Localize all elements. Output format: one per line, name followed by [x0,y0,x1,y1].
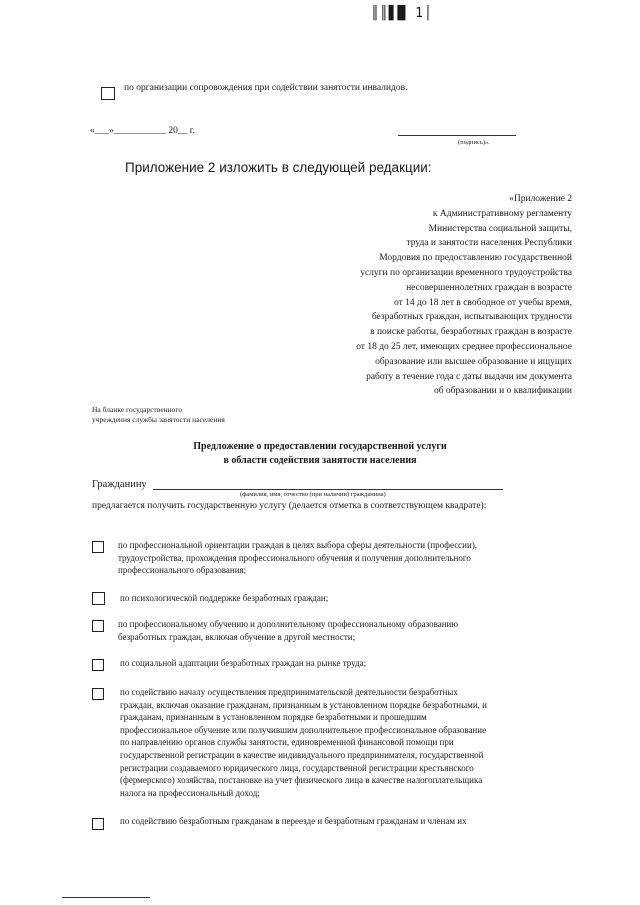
option-line: по социальной адаптации безработных граждан на рынке труда; [120,658,367,668]
citizen-name-field[interactable] [153,489,503,490]
option-vocational-training-label [118,618,458,643]
annex-line: к Административному регламенту [432,208,572,219]
annex-line: образование или высшее образование и ищущих [375,356,572,367]
proposal-heading-line: Предложение о предоставлении государственной услуги [193,441,447,452]
option-line: профессионального образования; [118,565,247,576]
annex-line: об образовании и о квалификации [433,386,572,397]
citizen-label: Гражданину [92,479,147,490]
amendment-title: Приложение 2 изложить в следующей редакции: [125,160,432,175]
letterhead-note [92,405,225,425]
annex-line: от 18 до 25 лет, имеющих среднее профессиональное [356,341,572,352]
option-social-adaptation-label [120,657,366,670]
checkbox-disabled-support[interactable] [101,87,115,100]
option-career-guidance-label [118,539,477,577]
offer-text: предлагается получить государственную услугу (делается отметка в соответствующем квадрате): [92,501,487,511]
option-line: по психологической поддержке безработных граждан; [120,593,329,603]
option-line: по профессиональному обучению и дополнительному профессиональному образованию [118,619,459,629]
checkbox-entrepreneurship[interactable] [92,688,104,700]
header-stamp: ║║▋█ 1│ [371,6,433,21]
annex-line: труда и занятости населения Республики [406,238,572,249]
option-psychological-support-label [120,592,328,605]
proposal-heading-line: в области содействия занятости населения [223,455,417,466]
checkbox-social-adaptation[interactable] [92,659,104,671]
option-relocation-label [120,815,467,828]
option-entrepreneurship-label [120,686,487,799]
annex-line: Министерства социальной защиты, [428,223,572,234]
annex-line: «Приложение 2 [509,194,572,204]
option-line: налога на профессиональный доход; [120,787,260,798]
checkbox-vocational-training[interactable] [92,620,104,632]
letterhead-line: На бланке государственного [92,405,183,414]
annex-line: в поиске работы, безработных граждан в возрасте [370,327,572,338]
option-line: гражданам, признанным в установленном порядке безработными и прошедшим [120,712,427,723]
annex-line: услуги по организации временного трудоустройства [360,267,572,278]
signature-line [398,135,516,136]
date-line: «___»___________ 20__ г. [90,126,195,136]
citizen-caption: (фамилия, имя, отчество (при наличии) гражданина) [240,491,386,498]
option-line: регистрации создаваемого юридического лица, государственной регистрации крестьянского [120,762,474,773]
option-line: по содействию началу осуществления предпринимательской деятельности безработных [120,687,458,697]
annex-reference [356,192,572,399]
option-line: по направлению органов службы занятости, единовременной финансовой помощи при [120,737,454,748]
option-disabled-support-label: по организации сопровождения при содействии занятости инвалидов. [124,83,408,93]
annex-line: безработных граждан, испытывающих трудности [371,312,572,323]
footnote-separator [62,897,150,898]
option-line: по содействию безработным гражданам в переезде и безработным гражданам и членам их [120,816,467,826]
annex-line: от 14 до 18 лет в свободное от учебы время, [394,297,572,308]
option-line: профессиональное обучение или получившим дополнительное профессиональное образование [120,724,487,735]
signature-caption: (подпись)». [458,139,490,146]
option-line: (фермерского) хозяйства, постановке на учет физического лица в качестве налогоплательщика [120,775,483,786]
annex-line: несовершеннолетних граждан в возрасте [406,282,572,293]
proposal-heading [90,440,550,468]
option-line: безработных граждан, включая обучение в другой местности; [118,631,356,642]
option-line: трудоустройства, прохождения профессионального обучения и получения дополнительного [118,552,471,563]
checkbox-career-guidance[interactable] [92,541,104,553]
annex-line: Мордовия по предоставлению государственной [379,253,572,264]
annex-line: работу в течение года с даты выдачи им документа [366,371,572,382]
letterhead-line: учреждения службы занятости населения [92,415,225,424]
option-line: по профессиональной ориентации граждан в целях выбора сферы деятельности (профессии), [118,540,478,550]
checkbox-psychological-support[interactable] [92,592,105,605]
option-line: граждан, включая оказание гражданам, признанным в установленном порядке безработными, и [120,699,487,710]
option-line: государственной регистрации в качестве индивидуального предпринимателя, государственной [120,749,484,760]
checkbox-relocation[interactable] [92,818,104,830]
